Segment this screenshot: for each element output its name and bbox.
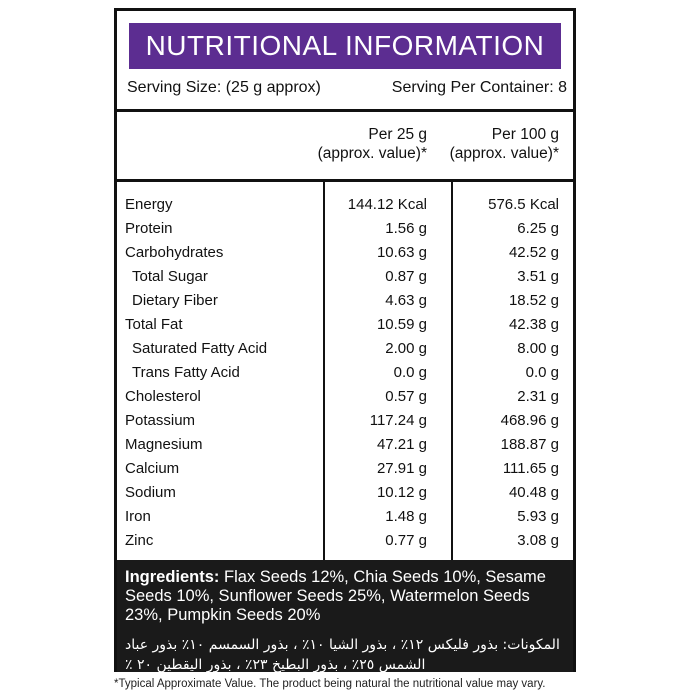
- value-per-25g: 1.48 g: [385, 508, 427, 525]
- value-per-100g: 3.08 g: [517, 532, 559, 549]
- value-per-25g: 0.57 g: [385, 388, 427, 405]
- nutrition-panel: [114, 8, 576, 672]
- nutrient-label: Carbohydrates: [125, 244, 224, 261]
- column-header-line: (approx. value)*: [449, 145, 559, 162]
- value-per-25g: 2.00 g: [385, 340, 427, 357]
- value-per-25g: 47.21 g: [376, 436, 427, 453]
- ingredients-arabic: المكونات: بذور فليكس ١٢٪ ، بذور الشيا ١٠٪ ، بذور السمسم ١٠٪ بذور عباد الشمس ٢٥٪ ، بذور البطيخ ٢٣٪ ، بذور اليقطين ٢٠ ٪: [125, 637, 560, 673]
- table-row: [117, 529, 573, 553]
- value-per-25g: 117.24 g: [369, 412, 427, 429]
- value-per-100g: 40.48 g: [508, 484, 559, 501]
- value-per-100g: 18.52 g: [508, 292, 559, 309]
- nutrient-label: Total Fat: [125, 316, 183, 333]
- nutrient-label: Trans Fatty Acid: [132, 364, 240, 381]
- table-row: [117, 385, 573, 409]
- value-per-25g: 144.12 Kcal: [347, 196, 427, 213]
- nutrient-label: Zinc: [125, 532, 154, 549]
- nutrient-label: Saturated Fatty Acid: [132, 340, 268, 357]
- table-row: [117, 433, 573, 457]
- value-per-25g: 4.63 g: [385, 292, 427, 309]
- nutrient-label: Dietary Fiber: [132, 292, 218, 309]
- footnote: *Typical Approximate Value. The product being natural the nutritional value may vary.: [114, 678, 546, 690]
- table-row: [117, 241, 573, 265]
- nutrient-table: [117, 193, 573, 553]
- value-per-100g: 2.31 g: [517, 388, 559, 405]
- value-per-25g: 1.56 g: [385, 220, 427, 237]
- value-per-100g: 8.00 g: [517, 340, 559, 357]
- serving-per-container: Serving Per Container: 8: [391, 79, 567, 96]
- value-per-100g: 576.5 Kcal: [488, 196, 559, 213]
- table-row: [117, 313, 573, 337]
- nutrient-label: Calcium: [125, 460, 180, 477]
- serving-size: Serving Size: (25 g approx): [127, 79, 321, 96]
- ingredients-box: [117, 560, 573, 672]
- column-header-per-100g: [450, 125, 559, 163]
- value-per-25g: 10.12 g: [376, 484, 427, 501]
- value-per-100g: 468.96 g: [500, 412, 559, 429]
- table-row: [117, 217, 573, 241]
- nutrient-label: Potassium: [125, 412, 196, 429]
- value-per-100g: 5.93 g: [517, 508, 559, 525]
- value-per-25g: 0.0 g: [393, 364, 427, 381]
- value-per-25g: 10.63 g: [376, 244, 427, 261]
- value-per-100g: 188.87 g: [500, 436, 559, 453]
- divider: [117, 179, 573, 182]
- nutrient-label: Cholesterol: [125, 388, 201, 405]
- nutrient-label: Magnesium: [125, 436, 203, 453]
- value-per-25g: 27.91 g: [376, 460, 427, 477]
- nutrient-label: Energy: [125, 196, 173, 213]
- panel-title: NUTRITIONAL INFORMATION: [129, 23, 561, 69]
- table-row: [117, 193, 573, 217]
- nutrient-label: Iron: [125, 508, 151, 525]
- value-per-25g: 0.87 g: [385, 268, 427, 285]
- column-header-per-25g: [318, 125, 427, 163]
- nutrient-label: Total Sugar: [132, 268, 208, 285]
- value-per-25g: 0.77 g: [385, 532, 427, 549]
- column-header-line: (approx. value)*: [317, 145, 427, 162]
- value-per-100g: 0.0 g: [525, 364, 559, 381]
- table-row: [117, 265, 573, 289]
- value-per-100g: 6.25 g: [517, 220, 559, 237]
- table-row: [117, 361, 573, 385]
- table-row: [117, 289, 573, 313]
- table-row: [117, 409, 573, 433]
- column-header-line: Per 100 g: [491, 126, 559, 143]
- table-row: [117, 457, 573, 481]
- ingredients-english: [125, 568, 565, 625]
- ingredients-heading: Ingredients:: [125, 568, 220, 586]
- table-row: [117, 481, 573, 505]
- divider: [117, 109, 573, 112]
- table-row: [117, 505, 573, 529]
- table-row: [117, 337, 573, 361]
- value-per-25g: 10.59 g: [376, 316, 427, 333]
- value-per-100g: 111.65 g: [502, 460, 559, 477]
- value-per-100g: 42.52 g: [508, 244, 559, 261]
- nutrient-label: Sodium: [125, 484, 176, 501]
- nutrient-label: Protein: [125, 220, 173, 237]
- ingredients-text: Flax Seeds 12%, Chia Seeds 10%, Sesame Seeds 10%, Sunflower Seeds 25%, Watermelon Seeds 23%, Pumpkin Seeds 20%: [125, 568, 546, 624]
- value-per-100g: 3.51 g: [517, 268, 559, 285]
- column-header-line: Per 25 g: [368, 126, 427, 143]
- value-per-100g: 42.38 g: [508, 316, 559, 333]
- serving-info: [127, 79, 567, 105]
